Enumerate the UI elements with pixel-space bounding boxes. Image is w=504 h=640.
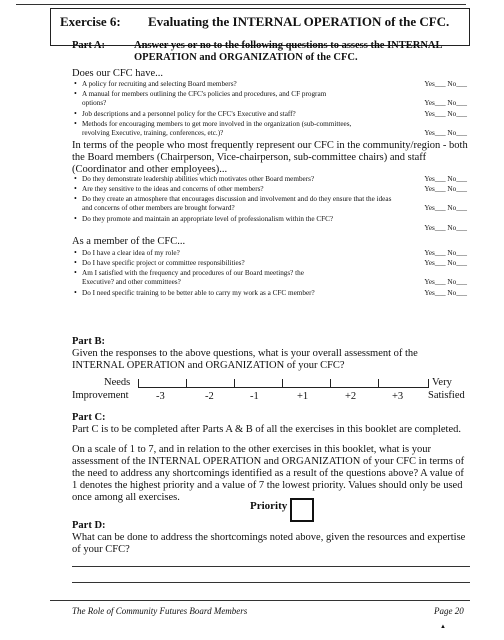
scale-value[interactable]: +1 [297, 391, 309, 402]
question-text: Are they sensitive to the ideas and concerns of other members? [82, 185, 264, 193]
part-d-text: What can be done to address the shortcomings noted above, given the resources and expertise of your CFC? [72, 532, 466, 555]
question-item [82, 80, 467, 89]
priority-input-box[interactable] [290, 498, 314, 522]
question-item [82, 90, 467, 109]
question-text: Am I satisfied with the frequency and procedures of our Board meetings? the Executive? and other committees? [82, 269, 304, 287]
bullet-icon: • [74, 258, 77, 267]
yes-no-answer[interactable]: Yes___ No___ [424, 110, 467, 118]
yes-no-answer[interactable]: Yes___ No___ [424, 129, 467, 137]
section2-heading: In terms of the people who most frequently represent our CFC in the community/region - both the Board members (Chairperson, Vice-chairperson, sub-committee chairs) and staff (Coordinator and other employees)... [72, 140, 468, 175]
footer-page-number: Page 20 [434, 606, 464, 616]
scale-right-label: Very [432, 377, 452, 388]
yes-no-answer[interactable]: Yes___ No___ [424, 99, 467, 107]
scale-value[interactable]: -2 [205, 391, 214, 402]
scale-tick [330, 379, 331, 388]
scale-value[interactable]: -1 [250, 391, 259, 402]
top-rule [16, 4, 466, 5]
exercise-title: Evaluating the INTERNAL OPERATION of the CFC. [148, 14, 450, 29]
scale-tick [428, 379, 429, 388]
priority-label: Priority [250, 500, 288, 512]
bullet-icon: • [74, 248, 77, 257]
yes-no-answer[interactable]: Yes___ No___ [424, 259, 467, 267]
bullet-icon: • [74, 109, 77, 118]
bullet-icon: • [74, 184, 77, 193]
question-text: Do they promote and maintain an appropriate level of professionalism within the CFC? [82, 215, 334, 223]
question-text: Methods for encouraging members to get more involved in the organization (sub-committees, revolving Executive, training, conferences, etc.)? [82, 120, 352, 138]
part-a-instruction: Answer yes or no to the following questions to assess the INTERNAL OPERATION and ORGANIZATION of the CFC. [134, 40, 442, 63]
question-item [82, 215, 467, 224]
question-item [82, 249, 467, 258]
question-text: Do I need specific training to be better able to carry my work as a CFC member? [82, 289, 315, 297]
yes-no-answer[interactable]: Yes___ No___ [424, 224, 467, 232]
yes-no-answer[interactable]: Yes___ No___ [424, 249, 467, 257]
question-item [82, 289, 467, 298]
scale-left-label-2: Improvement [72, 390, 129, 401]
scale-tick [282, 379, 283, 388]
bullet-icon: • [74, 119, 77, 128]
yes-no-answer[interactable]: Yes___ No___ [424, 185, 467, 193]
bullet-icon: • [74, 288, 77, 297]
question-text: Do I have specific project or committee responsibilities? [82, 259, 245, 267]
question-item [82, 120, 467, 139]
scale-value[interactable]: +2 [345, 391, 357, 402]
question-text: Do I have a clear idea of my role? [82, 249, 180, 257]
scale-tick [138, 379, 139, 388]
scale-tick [378, 379, 379, 388]
footer-rule [50, 600, 470, 601]
scale-tick [234, 379, 235, 388]
footer-book-title: The Role of Community Futures Board Members [72, 606, 248, 616]
bullet-icon: • [74, 268, 77, 277]
part-b-text: Given the responses to the above questions, what is your overall assessment of the INTERNAL OPERATION and ORGANIZATION of your CFC? [72, 348, 418, 371]
section3-heading: As a member of the CFC... [72, 236, 186, 247]
question-item [82, 259, 467, 268]
scale-left-label: Needs [104, 377, 131, 388]
question-text: A manual for members outlining the CFC's policies and procedures, and CF program options? [82, 90, 327, 108]
bullet-icon: • [74, 174, 77, 183]
scale-value[interactable]: -3 [156, 391, 165, 402]
bullet-icon: • [74, 214, 77, 223]
scale-right-label-2: Satisfied [428, 390, 465, 401]
bullet-icon: • [74, 79, 77, 88]
part-d-label: Part D: [72, 520, 106, 531]
yes-no-answer[interactable]: Yes___ No___ [424, 204, 467, 212]
question-text: Do they demonstrate leadership abilities which motivates other Board members? [82, 175, 315, 183]
part-a-label: Part A: [72, 40, 105, 51]
question-item [82, 185, 467, 194]
part-c-text-1: Part C is to be completed after Parts A & B of all the exercises in this booklet are completed. [72, 424, 461, 435]
question-item [82, 175, 467, 184]
yes-no-answer[interactable]: Yes___ No___ [424, 278, 467, 286]
question-item [82, 110, 467, 119]
bullet-icon: • [74, 194, 77, 203]
question-text: Do they create an atmosphere that encourages discussion and involvement and do they ensure that the ideas and concerns of other members are brought forward? [82, 195, 392, 213]
question-text: Job descriptions and a personnel policy for the CFC's Executive and staff? [82, 110, 296, 118]
corner-mark-icon: ▲ [440, 624, 446, 630]
scale-value[interactable]: +3 [392, 391, 404, 402]
yes-no-answer[interactable]: Yes___ No___ [424, 175, 467, 183]
rating-scale-line[interactable] [138, 387, 428, 388]
yes-no-answer[interactable]: Yes___ No___ [424, 80, 467, 88]
question-item [82, 269, 467, 288]
bullet-icon: • [74, 89, 77, 98]
answer-line[interactable] [72, 566, 470, 567]
part-b-label: Part B: [72, 336, 105, 347]
question-text: A policy for recruiting and selecting Board members? [82, 80, 237, 88]
answer-line[interactable] [72, 582, 470, 583]
exercise-label: Exercise 6: [60, 14, 121, 29]
yes-no-answer[interactable]: Yes___ No___ [424, 289, 467, 297]
scale-tick [186, 379, 187, 388]
part-c-label: Part C: [72, 412, 106, 423]
part-c-text-2: On a scale of 1 to 7, and in relation to the other exercises in this booklet, what is your assessment of the INTERNAL OPERATION and ORGANIZATION of your CFC in terms of the need to address any shortcomings identified as a result of the questions above? A value of 1 denotes the highest priority and a value of 7 the lowest priority. Values should only be used once among all exercises. [72, 444, 465, 503]
question-item [82, 195, 467, 214]
section1-heading: Does our CFC have... [72, 68, 163, 79]
